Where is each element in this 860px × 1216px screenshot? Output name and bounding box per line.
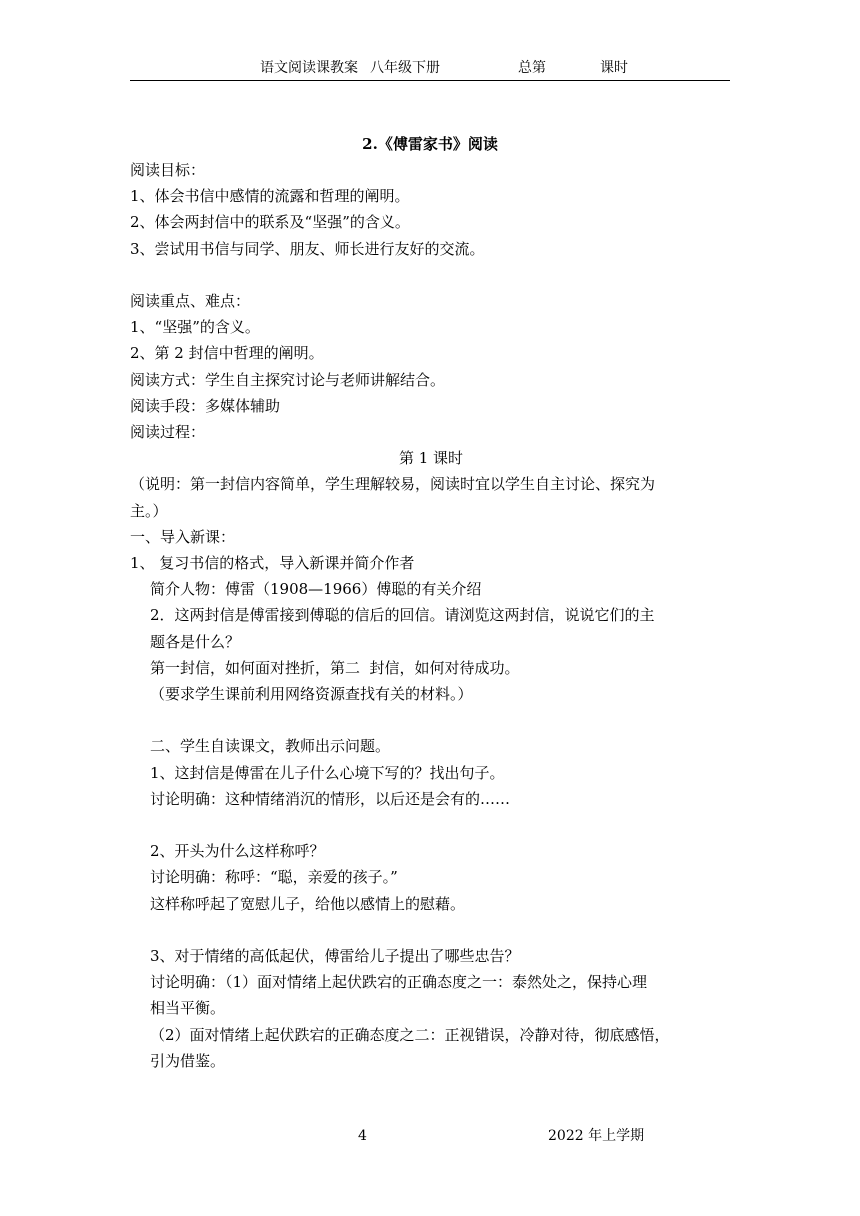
document-title: 2.《傅雷家书》阅读 — [362, 135, 498, 153]
discussion-answer: 相当平衡。 — [150, 999, 226, 1018]
lesson-plan-body — [130, 157, 732, 1074]
goal-item: 2、体会两封信中的联系及“坚强”的含义。 — [130, 213, 410, 232]
author-intro: 简介人物：傅雷（1908—1966）傅聪的有关介绍 — [150, 580, 482, 599]
key-points-heading: 阅读重点、难点： — [130, 292, 251, 310]
lesson-period-heading: 第 1 课时 — [398, 449, 464, 468]
header-total-lessons: 总第 — [518, 60, 546, 76]
key-point-item: 1、“坚强”的含义。 — [130, 318, 260, 337]
goal-item: 1、体会书信中感情的流露和哲理的阐明。 — [130, 187, 410, 206]
discussion-answer: 这样称呼起了宽慰儿子，给他以感情上的慰藉。 — [150, 894, 466, 913]
discussion-answer: 讨论明确：称呼：“聪，亲爱的孩子。” — [150, 868, 398, 887]
discussion-question: 2、开头为什么这样称呼？ — [150, 842, 325, 861]
note-line: （说明：第一封信内容简单，学生理解较易，阅读时宜以学生自主讨论、探究为 — [130, 475, 656, 494]
reading-method: 阅读方式：学生自主探究讨论与老师讲解结合。 — [130, 370, 446, 389]
header-period: 课时 — [600, 60, 628, 76]
header-grade: 八年级下册 — [370, 60, 440, 76]
section-heading: 一、导入新课： — [130, 527, 236, 546]
spacer — [130, 917, 732, 943]
goal-item: 3、尝试用书信与同学、朋友、师长进行友好的交流。 — [130, 239, 485, 258]
spacer — [130, 262, 732, 288]
goal-heading: 阅读目标： — [130, 161, 206, 179]
section-heading: 二、学生自读课文，教师出示问题。 — [150, 737, 391, 756]
reading-means: 阅读手段：多媒体辅助 — [130, 396, 281, 415]
question-line: 题各是什么？ — [150, 632, 241, 651]
discussion-answer: 讨论明确：（1）面对情绪上起伏跌宕的正确态度之一：泰然处之，保持心理 — [150, 973, 648, 992]
term-label: 2022 年上学期 — [548, 1128, 645, 1144]
header-course-title: 语文阅读课教案 — [260, 60, 358, 76]
letter-themes: 第一封信，如何面对挫折，第二 封信，如何对待成功。 — [150, 658, 520, 677]
question-line: 2．这两封信是傅雷接到傅聪的信后的回信。请浏览这两封信，说说它们的主 — [150, 606, 655, 625]
reading-process-heading: 阅读过程： — [130, 423, 206, 442]
page-header — [130, 58, 730, 81]
discussion-question: 1、这封信是傅雷在儿子什么心境下写的？找出句子。 — [150, 763, 505, 782]
spacer — [130, 812, 732, 838]
spacer — [130, 707, 732, 733]
discussion-answer: 讨论明确：这种情绪消沉的情形，以后还是会有的…… — [150, 789, 511, 808]
discussion-answer: 引为借鉴。 — [150, 1051, 226, 1070]
section-item: 1、 复习书信的格式，导入新课并简介作者 — [130, 554, 415, 573]
preparation-requirement: （要求学生课前利用网络资源查找有关的材料。） — [150, 685, 473, 704]
key-point-item: 2、第 2 封信中哲理的阐明。 — [130, 344, 324, 363]
discussion-answer: （2）面对情绪上起伏跌宕的正确态度之二：正视错误，冷静对待，彻底感悟， — [150, 1025, 670, 1044]
page-number: 4 — [358, 1128, 367, 1144]
discussion-question: 3、对于情绪的高低起伏，傅雷给儿子提出了哪些忠告？ — [150, 947, 520, 966]
note-line: 主。） — [130, 501, 168, 520]
